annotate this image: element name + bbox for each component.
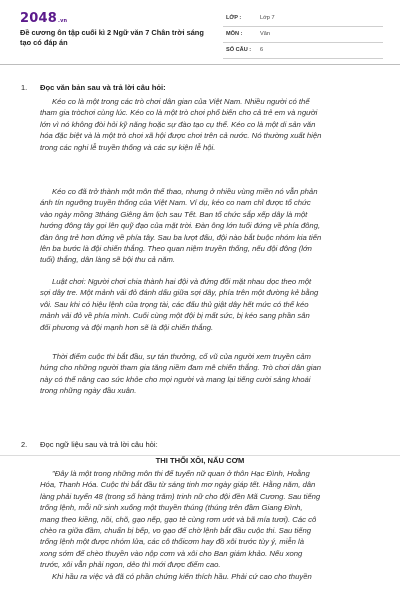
text-line: xong sớm để chèo thuyền vào nộp cơm và xôi cho Ban giám khảo. Nếu xong (40, 548, 303, 558)
text-line: hóa đặc biệt và là một trò chơi xã hội được chơi trên cả nước. Nó thường xuất hiện (40, 131, 322, 141)
paragraph (40, 468, 390, 582)
info-row-class (223, 11, 383, 27)
info-value: 6 (260, 47, 264, 53)
text-line: trong các nghi lễ truyền thống và các sự kiện lễ hội. (40, 142, 216, 152)
text-line: Khi hầu ra việc và đã có phần chứng kiến thích hầu. Phải cứ cao cho thuyền (52, 571, 312, 581)
text-line: đối phương và đội mạnh hơn sẽ là đội chiến thắng. (40, 322, 214, 332)
text-line: hướng đông tây gọi lên quỹ đạo của mặt trời. Đàn ông lớn tuổi đứng về phía đông, (40, 221, 321, 231)
text-line: trống lệnh, mỗi nữ sinh xuống một thuyền thúng (thúng trên đầm Giang Đình, (40, 503, 303, 513)
document-title: Đề cương ôn tập cuối kì 2 Ngữ văn 7 Chân trời sáng tạo có đáp án (20, 28, 204, 47)
document-header (0, 0, 400, 62)
text-line: tuổi) thắng, dân làng sẽ bội thu cả năm. (40, 255, 176, 265)
text-line: lên ba bước là đội chiến thắng. Theo quan niệm truyền thống, nếu đội đông (lớn (40, 244, 312, 254)
reading-title: THI THỔI XÔI, NẤU CƠM (155, 456, 245, 465)
logo-suffix: .vn (57, 18, 68, 24)
text-line: tham gia tròchơi cùng lúc. Kéo co là một trò chơi phổ biến cho cả trẻ em và người (40, 108, 318, 118)
question-heading: Đọc ngữ liệu sau và trả lời câu hỏi: (40, 440, 158, 449)
info-row-question-count (223, 43, 383, 59)
paragraph (40, 186, 390, 266)
text-line: Thời điểm cuộc thi bắt đầu, sự tán thưởng, cổ vũ của người xem truyền cảm (52, 352, 311, 361)
text-line: đàn ông trẻ hơn đứng về phía tây. Sau ba lượt đấu, đội nào bắt buộc nhóm kia tiến (40, 232, 322, 242)
info-value: Lớp 7 (260, 15, 275, 21)
info-key: SỐ CÂU : (226, 47, 252, 53)
text-line: "Đây là một trong những môn thi để tuyển nữ quan ở thôn Hạc Đình, Hoằng (52, 469, 310, 478)
text-line: sợi dây tre. Một mảnh vải đỏ đánh dấu giữa sợi dây, phía trên một đường kẻ bằng (40, 288, 319, 298)
text-line: trống lệnh một được nhóm lửa, các cô thổicơm hay đồ xôi trước tùy ý, miễn là (40, 537, 304, 547)
text-line: Luật chơi: Người chơi chia thành hai đội và đứng đối mặt nhau dọc theo một (52, 277, 312, 286)
text-line: vôi. Sau khi có hiệu lệnh của trọng tài, các đấu thủ giật dây hết mức có thể kéo (40, 299, 309, 309)
text-line: làng phải tuyển 48 (trong số hàng trăm) trinh nữ cho đội đền Mã Cương. Sau tiếng (40, 491, 321, 501)
text-line: chèo ra giữa đầm, chuẩn bị bếp, vo gạo để chờ lệnh bắt đầu cuộc thi. Sau tiếng (40, 526, 312, 536)
site-logo[interactable] (20, 11, 67, 26)
text-line: Kéo co là một trong các trò chơi dân gian của Việt Nam. Nhiều người có thể (52, 97, 310, 106)
text-line: Kéo co đã trở thành một môn thể thao, nhưng ở nhiều vùng miền nó vẫn phản (52, 187, 318, 196)
info-key: LỚP : (226, 15, 242, 21)
header-divider (0, 64, 400, 65)
paragraph (40, 351, 390, 397)
text-line: hứng cho những người tham gia tăng niềm đam mê chiến thắng. Trò chơi dân gian (40, 363, 322, 373)
logo-text: 2048 (20, 11, 57, 26)
text-line: mang theo kiềng, nồi, chõ, gạo nếp, gạo tẻ cùng rơm ướt và bã mía tươi). Các cô (40, 514, 317, 524)
text-line: này có thể nâng cao sức khỏe cho mọi người và mang lại tiếng cười sảng khoái (40, 374, 311, 384)
info-row-subject (223, 27, 383, 43)
paragraph (40, 96, 390, 153)
question-heading: Đọc văn bản sau và trả lời câu hỏi: (40, 83, 166, 92)
text-line: vào ngày mồng 3tháng Giêng âm lịch sau Tết. Ban tổ chức sắp xếp dây là một (40, 209, 308, 219)
info-key: MÔN : (226, 31, 243, 37)
paragraph (40, 276, 390, 333)
text-line: mảnh vải đỏ về phía mình. Cuối cùng một đội bị mất sức, bị kéo sang phần sân (40, 311, 310, 321)
text-line: lớn vì nó không đòi hỏi kỹ năng hoặc sự đào tạo cụ thể. Kéo co là một di sản văn (40, 119, 316, 129)
info-value: Văn (260, 31, 270, 37)
text-line: Hóa, Thanh Hóa. Cuộc thi bắt đầu từ sáng tinh mơ ngày giáp tết. Hằng năm, dân (40, 480, 316, 490)
question-number: 1. (21, 83, 28, 92)
text-line: ánh tín ngưỡng truyền thống của Việt Nam. Ví dụ, kéo co nam chỉ được tổ chức (40, 198, 311, 208)
text-line: trong những ngày đầu xuân. (40, 386, 137, 396)
text-line: trước, xôi vẫn phải ngon, dẻo thì mới được điểm cao. (40, 560, 221, 570)
document-info-table (223, 11, 383, 59)
question-number: 2. (21, 440, 28, 449)
